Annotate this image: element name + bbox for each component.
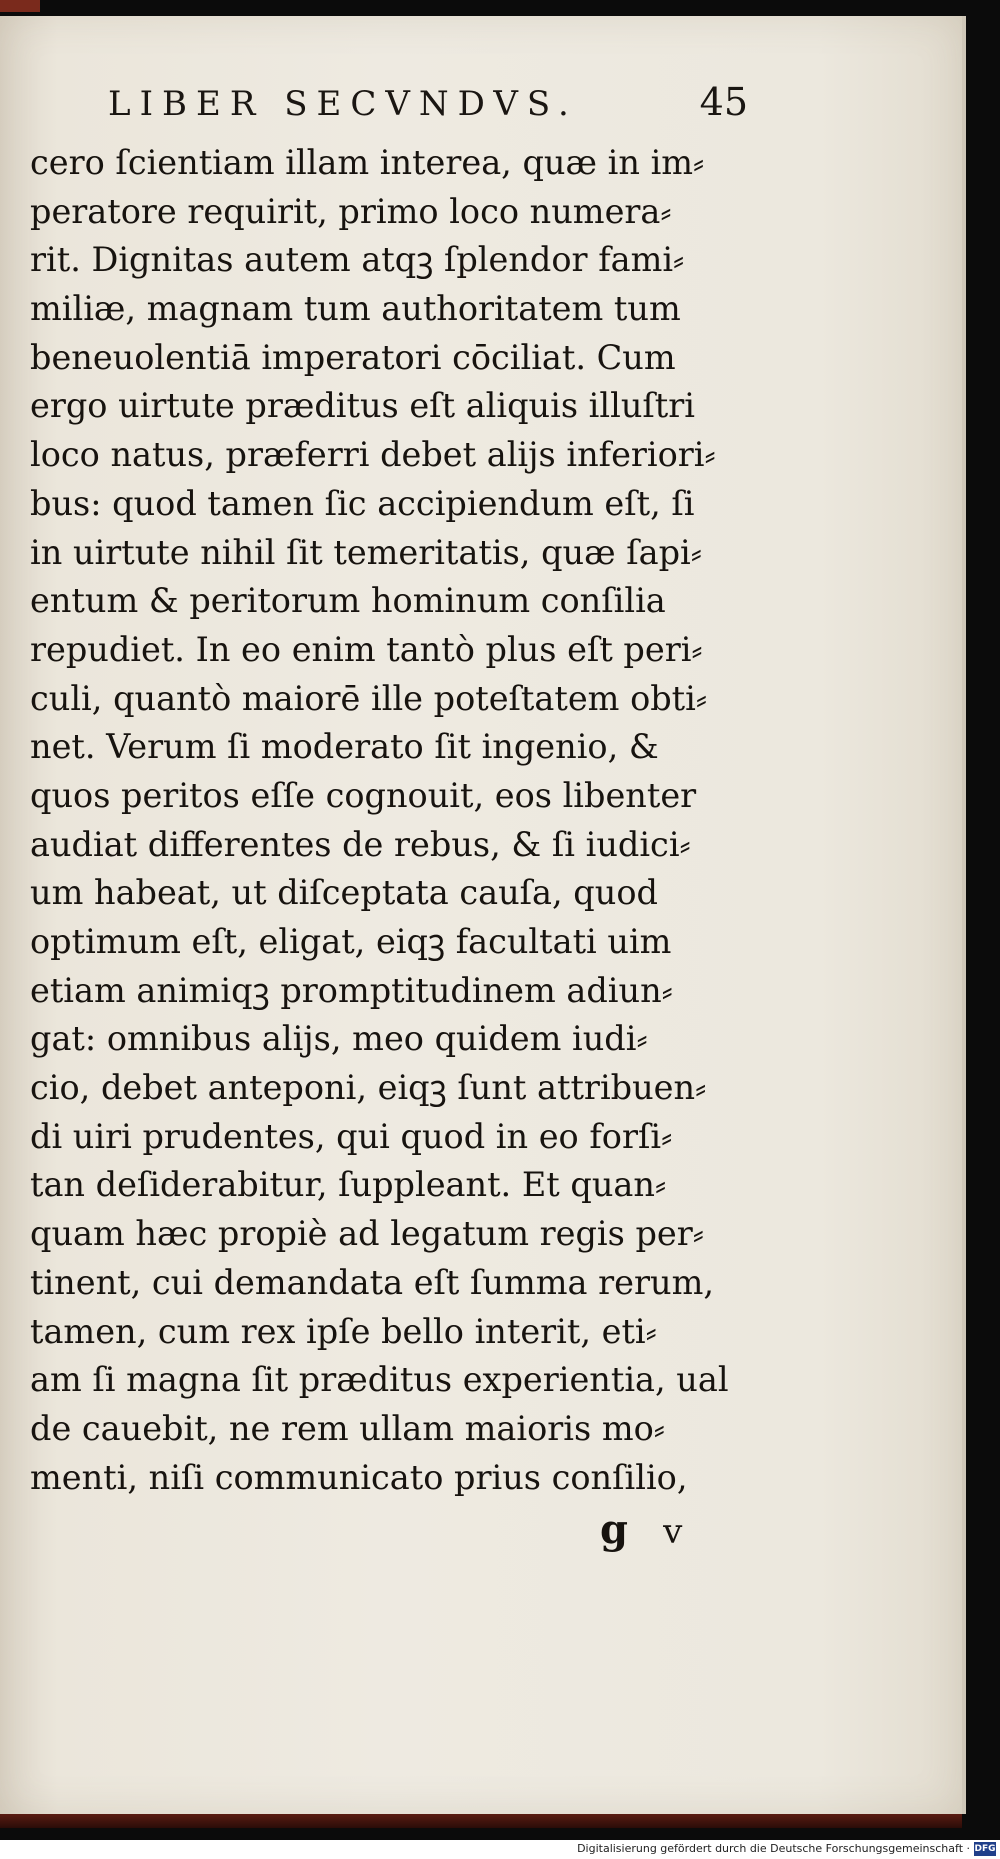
text-line: in uirtute nihil ſit temeritatis, quæ ſapi⸗ (30, 532, 702, 572)
text-line: tamen, cum rex ipſe bello interit, eti⸗ (30, 1311, 657, 1351)
text-line: am ſi magna ſit præditus experientia, ual (30, 1360, 729, 1400)
text-line: menti, niſi communicato prius conſilio, (30, 1457, 688, 1497)
text-line: beneuolentiā imperatori cōciliat. Cum (30, 337, 676, 377)
text-line: peratore requirit, primo loco numera⸗ (30, 191, 672, 231)
text-line: um habeat, ut diſceptata cauſa, quod (30, 873, 658, 913)
text-line: loco natus, præferri debet alijs inferiori⸗ (30, 435, 716, 475)
text-line: ergo uirtute præditus eſt aliquis illuſtri (30, 386, 695, 426)
text-line: quam hæc propiè ad legatum regis per⸗ (30, 1214, 704, 1254)
dfg-logo-icon: DFG (974, 1844, 996, 1854)
book-page (0, 16, 966, 1814)
text-line: tinent, cui demandata eſt ſumma rerum, (30, 1262, 715, 1302)
text-line: culi, quantò maiorē ille poteſtatem obti⸗ (30, 678, 708, 718)
text-line: di uiri prudentes, qui quod in eo forſi⸗ (30, 1116, 673, 1156)
text-line: cio, debet anteponi, eiqꝫ ſunt attribuen⸗ (30, 1068, 707, 1108)
cover-corner (0, 0, 40, 12)
text-line: de cauebit, ne rem ullam maioris mo⸗ (30, 1408, 665, 1448)
text-line: etiam animiqꝫ promptitudinem adiun⸗ (30, 970, 673, 1010)
text-line: bus: quod tamen ſic accipiendum eſt, ſi (30, 483, 695, 523)
text-line: entum & peritorum hominum conſilia (30, 581, 666, 621)
page-bottom-edge (0, 1814, 962, 1828)
page-header (108, 76, 748, 136)
signature-mark: g (600, 1506, 628, 1553)
text-line: gat: omnibus alijs, meo quidem iudi⸗ (30, 1019, 648, 1059)
text-line: miliæ, magnam tum authoritatem tum (30, 289, 681, 329)
text-line: cero ſcientiam illam interea, quæ in im⸗ (30, 143, 705, 182)
text-line: optimum eſt, eligat, eiqꝫ facultati uim (30, 922, 672, 961)
text-line: repudiet. In eo enim tantò plus eſt peri⸗ (30, 629, 703, 669)
signature-row (600, 1506, 682, 1553)
catchword: v (663, 1512, 683, 1552)
text-line: audiat differentes de rebus, & ſi iudici⸗ (30, 824, 691, 864)
text-line: quos peritos eſſe cognouit, eos libenter (30, 775, 697, 815)
folio-number: 45 (699, 80, 748, 124)
text-line: tan deſiderabitur, ſuppleant. Et quan⸗ (30, 1165, 667, 1205)
text-line: net. Verum ſi moderato ſit ingenio, & (30, 727, 659, 767)
digitization-credit: Digitalisierung gefördert durch die Deutsche Forschungsgemeinschaft · (577, 1842, 970, 1855)
running-head: LIBER SECVNDVS. (108, 84, 578, 124)
text-line: rit. Dignitas autem atqꝫ ſplendor fami⸗ (30, 240, 685, 280)
body-text (30, 139, 750, 1502)
